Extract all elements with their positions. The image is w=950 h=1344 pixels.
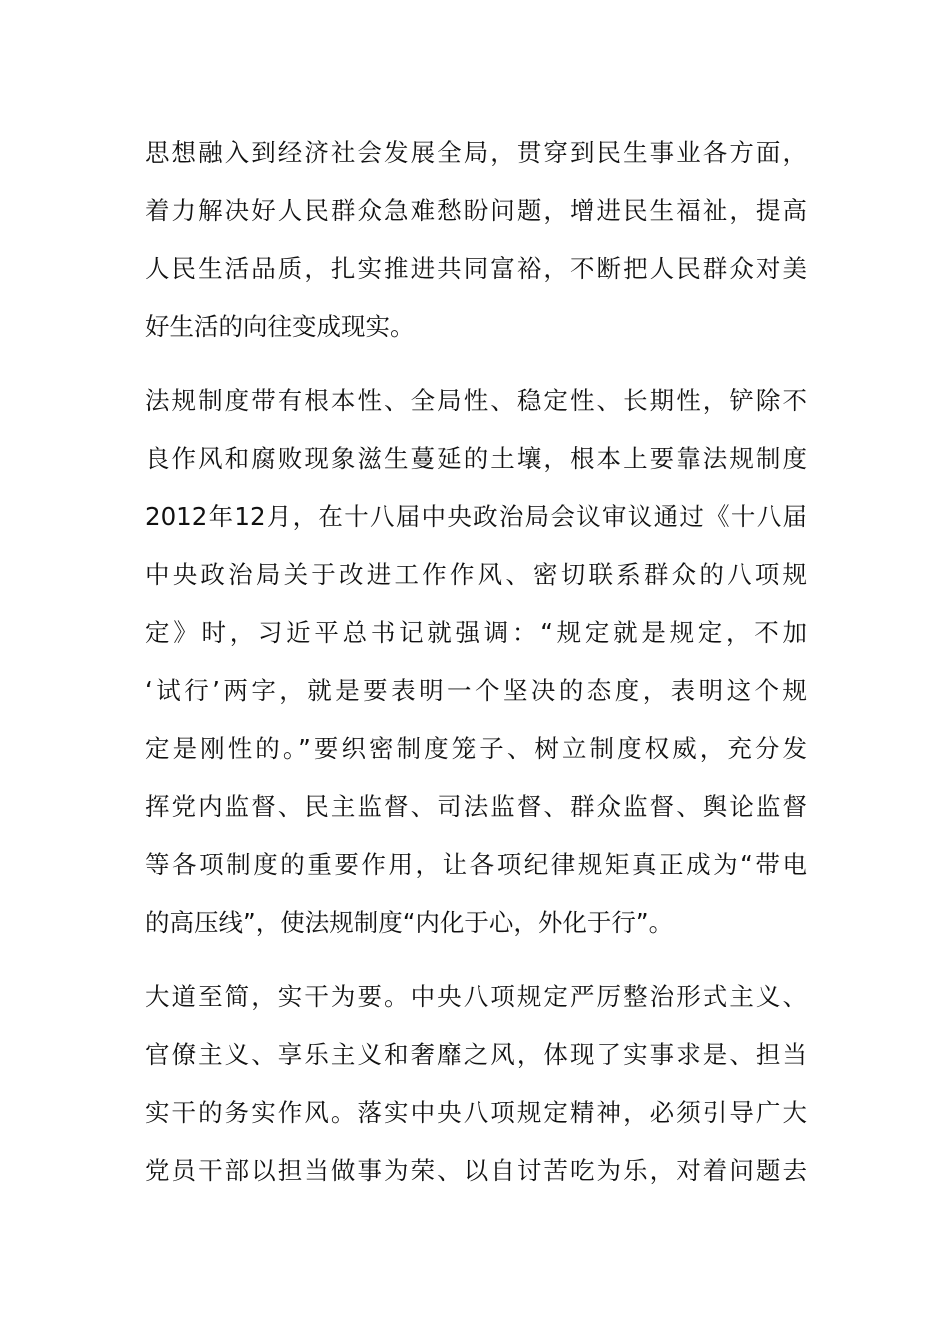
text-line: 的高压线”，使法规制度“内化于心，外化于行”。 xyxy=(145,908,674,937)
text-line: 中央政治局关于改进工作作风、密切联系群众的八项规 xyxy=(145,560,807,589)
text-line: 好生活的向往变成现实。 xyxy=(145,312,415,341)
paragraph xyxy=(145,124,807,356)
text-line: 法规制度带有根本性、全局性、稳定性、长期性，铲除不 xyxy=(145,386,807,415)
paragraph-gap xyxy=(145,356,807,372)
paragraph-gap xyxy=(145,952,807,968)
text-line: 良作风和腐败现象滋生蔓延的土壤，根本上要靠法规制度 xyxy=(145,444,807,473)
text-line: ‘试行’两字，就是要表明一个坚决的态度，表明这个规 xyxy=(145,676,807,705)
text-line: 官僚主义、享乐主义和奢靡之风，体现了实事求是、担当 xyxy=(145,1040,807,1069)
text-line: 着力解决好人民群众急难愁盼问题，增进民生福祉，提高 xyxy=(145,196,807,225)
text-line: 党员干部以担当做事为荣、以自讨苦吃为乐，对着问题去 xyxy=(145,1156,807,1185)
text-line: 思想融入到经济社会发展全局，贯穿到民生事业各方面， xyxy=(145,138,807,167)
document-body xyxy=(145,124,807,1200)
text-line: 定》时，习近平总书记就强调：“规定就是规定，不加 xyxy=(145,618,807,647)
paragraph xyxy=(145,372,807,952)
text-line: 大道至简，实干为要。中央八项规定严厉整治形式主义、 xyxy=(145,982,807,1011)
text-line: 等各项制度的重要作用，让各项纪律规矩真正成为“带电 xyxy=(145,850,807,879)
text-line: 人民生活品质，扎实推进共同富裕，不断把人民群众对美 xyxy=(145,254,807,283)
text-line: 实干的务实作风。落实中央八项规定精神，必须引导广大 xyxy=(145,1098,807,1127)
text-line: 挥党内监督、民主监督、司法监督、群众监督、舆论监督 xyxy=(145,792,807,821)
text-line: 2012年12月，在十八届中央政治局会议审议通过《十八届 xyxy=(145,502,807,531)
paragraph xyxy=(145,968,807,1200)
text-line: 定是刚性的。”要织密制度笼子、树立制度权威，充分发 xyxy=(145,734,807,763)
